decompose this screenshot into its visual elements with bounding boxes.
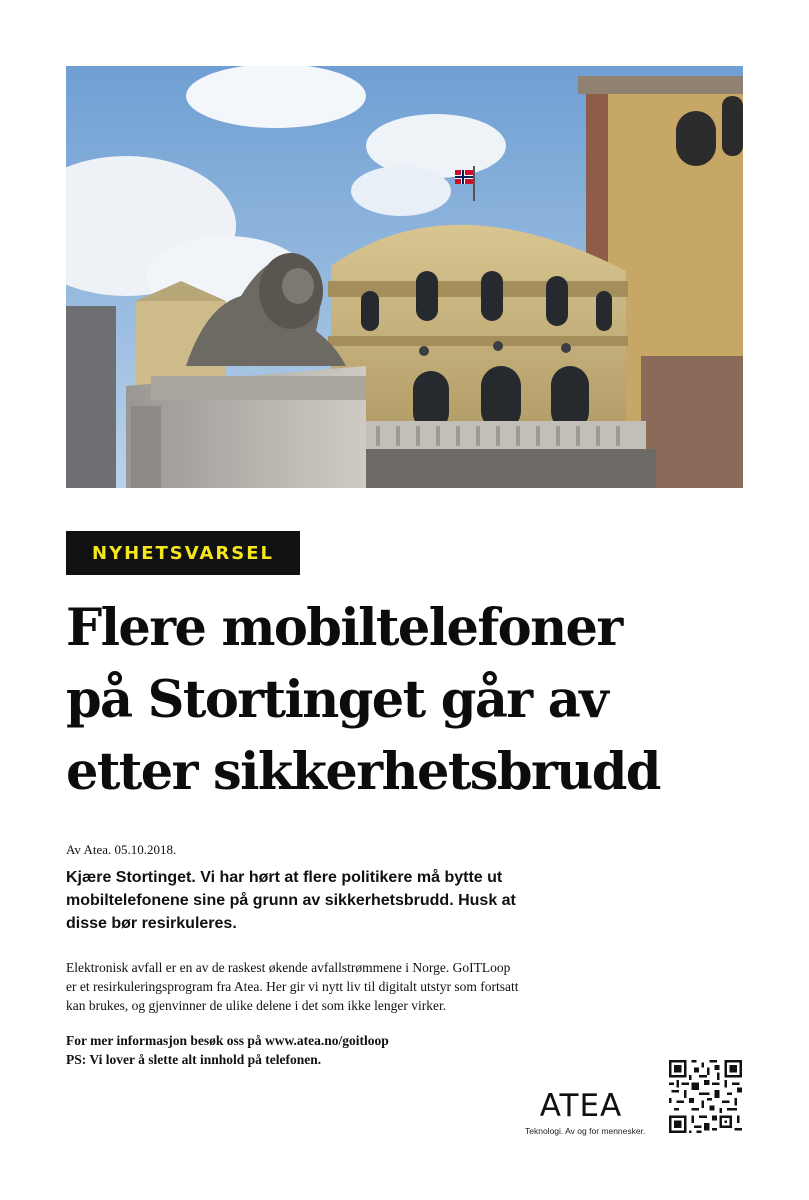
news-alert-badge (66, 531, 300, 575)
lead-line: Kjære Stortinget. Vi har hørt at flere politikere må bytte ut (66, 869, 503, 886)
info-ps-line: PS: Vi lover å slette alt innhold på telefonen. (66, 1052, 322, 1067)
atea-logo[interactable] (525, 1088, 645, 1138)
body-line: kan brukes, og gjenvinner de ulike delene i det som ikke lenger virker. (66, 998, 447, 1013)
body-line: Elektronisk avfall er en av de raskest økende avfallstrømmene i Norge. GoITLoop (66, 960, 511, 975)
lead-paragraph (66, 866, 566, 935)
atea-logo-wordmark: ATEA (539, 1088, 623, 1124)
stortinget-photo-illustration (66, 66, 743, 488)
lead-line: mobiltelefonene sine på grunn av sikkerhetsbrudd. Husk at (66, 892, 516, 909)
lead-line: disse bør resirkuleres. (66, 915, 237, 932)
atea-logo-tagline: Teknologi. Av og for mennesker. (525, 1126, 646, 1136)
headline-line: etter sikkerhetsbrudd (66, 742, 660, 802)
news-alert-label: NYHETSVARSEL (92, 542, 274, 564)
info-block (66, 1031, 389, 1069)
headline (66, 592, 726, 808)
info-link-line[interactable]: For mer informasjon besøk oss på www.atea.no/goitloop (66, 1033, 389, 1048)
byline: Av Atea. 05.10.2018. (66, 842, 177, 857)
headline-line: på Stortinget går av (66, 670, 608, 730)
body-line: er et resirkuleringsprogram fra Atea. Her gir vi nytt liv til digitalt utstyr som fortsatt (66, 979, 519, 994)
stortinget-photo (66, 66, 743, 488)
qr-code-icon[interactable] (669, 1060, 742, 1133)
headline-line: Flere mobiltelefoner (66, 598, 622, 658)
body-paragraph (66, 958, 586, 1015)
